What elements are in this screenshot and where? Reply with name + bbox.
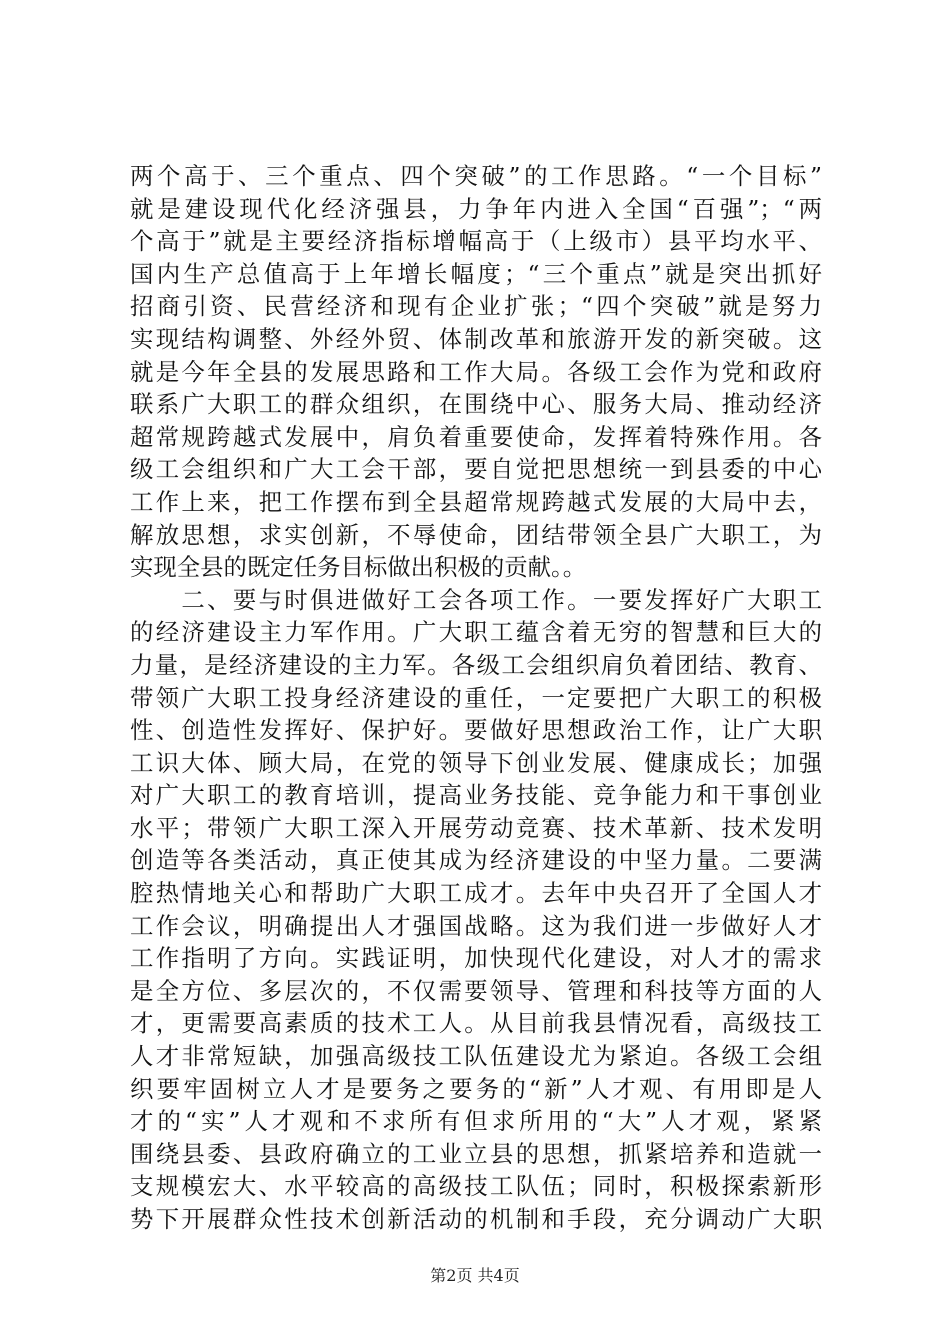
text-line: 织要牢固树立人才是要务之要务的“新”人才观、有用即是人: [130, 1074, 822, 1103]
text-line: 性、创造性发挥好、保护好。要做好思想政治工作，让广大职: [130, 716, 822, 745]
page-number-footer: 第2页 共4页: [430, 1266, 520, 1285]
text-line: 工作指明了方向。实践证明，加快现代化建设，对人才的需求: [130, 944, 822, 973]
text-line: 工识大体、顾大局，在党的领导下创业发展、健康成长；加强: [130, 748, 822, 777]
text-line: 是全方位、多层次的，不仅需要领导、管理和科技等方面的人: [130, 976, 822, 1005]
text-line: 带领广大职工投身经济建设的重任，一定要把广大职工的积极: [130, 683, 822, 712]
text-line: 二、要与时俱进做好工会各项工作。一要发挥好广大职工: [130, 585, 822, 614]
text-line: 招商引资、民营经济和现有企业扩张；“四个突破”就是努力: [130, 292, 822, 321]
text-line: 人才非常短缺，加强高级技工队伍建设尤为紧迫。各级工会组: [130, 1042, 822, 1071]
text-line: 才，更需要高素质的技术工人。从目前我县情况看，高级技工: [130, 1009, 822, 1038]
text-line: 实现全县的既定任务目标做出积极的贡献。。: [130, 553, 587, 582]
text-line: 解放思想，求实创新，不辱使命，团结带领全县广大职工，为: [130, 520, 822, 549]
text-line: 对广大职工的教育培训，提高业务技能、竞争能力和干事创业: [130, 781, 822, 810]
text-line: 支规模宏大、水平较高的高级技工队伍；同时，积极探索新形: [130, 1172, 822, 1201]
text-line: 个高于”就是主要经济指标增幅高于（上级市）县平均水平、: [130, 227, 822, 256]
text-line: 水平；带领广大职工深入开展劳动竞赛、技术革新、技术发明: [130, 813, 822, 842]
text-line: 联系广大职工的群众组织，在围绕中心、服务大局、推动经济: [130, 390, 822, 419]
text-line: 实现结构调整、外经外贸、体制改革和旅游开发的新突破。这: [130, 324, 822, 353]
text-line: 就是建设现代化经济强县，力争年内进入全国“百强”；“两: [130, 194, 822, 223]
text-line: 工作会议，明确提出人才强国战略。这为我们进一步做好人才: [130, 911, 822, 940]
body-text: [130, 160, 822, 1236]
text-line: 级工会组织和广大工会干部，要自觉把思想统一到县委的中心: [130, 455, 822, 484]
text-line: 腔热情地关心和帮助广大职工成才。去年中央召开了全国人才: [130, 879, 822, 908]
text-line: 围绕县委、县政府确立的工业立县的思想，抓紧培养和造就一: [130, 1139, 822, 1168]
text-line: 就是今年全县的发展思路和工作大局。各级工会作为党和政府: [130, 357, 822, 386]
text-line: 超常规跨越式发展中，肩负着重要使命，发挥着特殊作用。各: [130, 422, 822, 451]
text-line: 势下开展群众性技术创新活动的机制和手段，充分调动广大职: [130, 1205, 822, 1233]
text-line: 的经济建设主力军作用。广大职工蕴含着无穷的智慧和巨大的: [130, 618, 822, 647]
text-line: 才的“实”人才观和不求所有但求所用的“大”人才观，紧紧: [130, 1107, 822, 1136]
text-line: 创造等各类活动，真正使其成为经济建设的中坚力量。二要满: [130, 846, 822, 875]
text-line: 国内生产总值高于上年增长幅度；“三个重点”就是突出抓好: [130, 259, 822, 288]
text-line: 工作上来，把工作摆布到全县超常规跨越式发展的大局中去，: [130, 487, 822, 516]
text-line: 力量，是经济建设的主力军。各级工会组织肩负着团结、教育、: [130, 650, 822, 679]
text-line: 两个高于、三个重点、四个突破”的工作思路。“一个目标”: [130, 162, 822, 190]
